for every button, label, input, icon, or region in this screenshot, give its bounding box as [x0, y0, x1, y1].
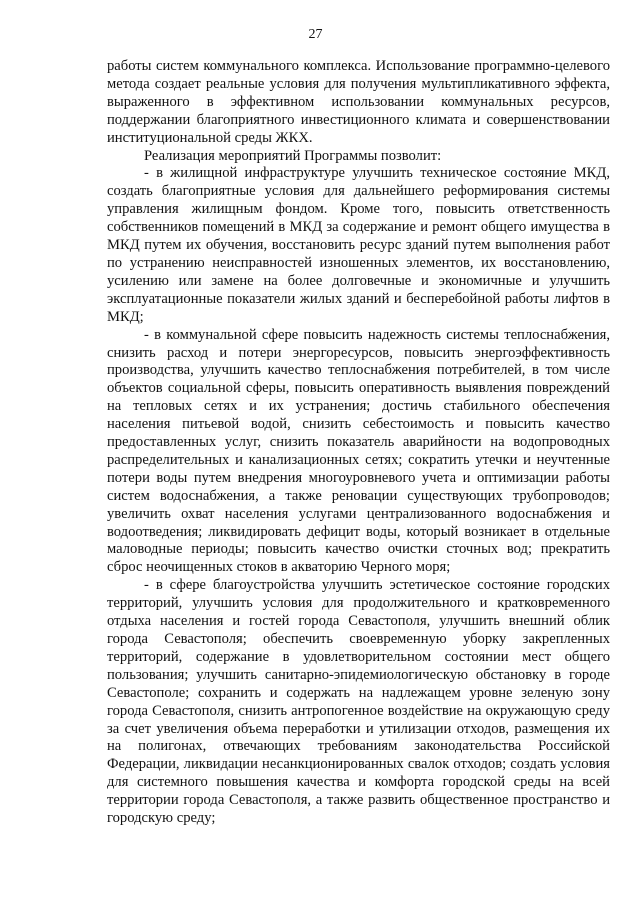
- paragraph-continuation: работы систем коммунального комплекса. Использование программно-целевого метода создает реальные условия для получения мультипликативного эффекта, выраженного в эффективном использовании коммунальных ресурсов, поддержании благоприятного инвестиционного климата и совершенствовании институциональной среды ЖКХ.: [107, 58, 610, 146]
- paragraph-housing: - в жилищной инфраструктуре улучшить техническое состояние МКД, создать благоприятные условия для дальнейшего реформирования системы управления жилищным фондом. Кроме того, повысить ответственность собственников помещений в МКД за содержание и ремонт общего имущества в МКД путем их обучения, восстановить ресурс зданий путем выполнения работ по устранению неисправностей изношенных элементов, их восстановлению, усилению или замене на более долговечные и экономичные и улучшить эксплуатационные показатели жилых зданий и бесперебойной работы лифтов в МКД;: [107, 165, 610, 325]
- page-number: 27: [308, 27, 323, 42]
- paragraph-landscaping: - в сфере благоустройства улучшить эстетическое состояние городских территорий, улучшить условия для продолжительного и кратковременного отдыха населения и гостей города Севастополя, улучшить внешний облик города Севастополя; обеспечить своевременную уборку закрепленных территорий, содержание в удовлетворительном состоянии мест общего пользования; улучшить санитарно-эпидемиологическую обстановку в городе Севастополе; сохранить и содержать на надлежащем уровне зеленую зону города Севастополя, снизить антропогенное воздействие на окружающую среду за счет увеличения объема переработки и утилизации отходов, размещения их на полигонах, отвечающих требованиям законодательства Российской Федерации, ликвидации несанкционированных свалок отходов; создать условия для системного повышения качества и комфорта городской среды на всей территории города Севастополя, а также развить общественное пространство и городскую среду;: [107, 577, 610, 827]
- paragraph-utilities: - в коммунальной сфере повысить надежность системы теплоснабжения, снизить расход и потери энергоресурсов, повысить энергоэффективность производства, улучшить качество теплоснабжения потребителей, в том числе объектов социальной сферы, повысить оперативность выявления повреждений на тепловых сетях и их устранения; достичь стабильного обеспечения населения питьевой водой, снизить себестоимость и повысить качество предоставленных услуг, снизить показатель аварийности на водопроводных распределительных и канализационных сетях; сократить утечки и неучтенные потери воды путем внедрения многоуровневого учета и оптимизации работы систем водоснабжения, а также реновации существующих трубопроводов; увеличить охват населения услугами централизованного водоснабжения и водоотведения; ликвидировать дефицит воды, который возникает в отдельные маловодные периоды; повысить качество очистки сточных вод; прекратить сброс неочищенных стоков в акваторию Черного моря;: [107, 326, 610, 576]
- document-body: [107, 58, 610, 828]
- paragraph-program-intro: Реализация мероприятий Программы позволит:: [144, 147, 442, 164]
